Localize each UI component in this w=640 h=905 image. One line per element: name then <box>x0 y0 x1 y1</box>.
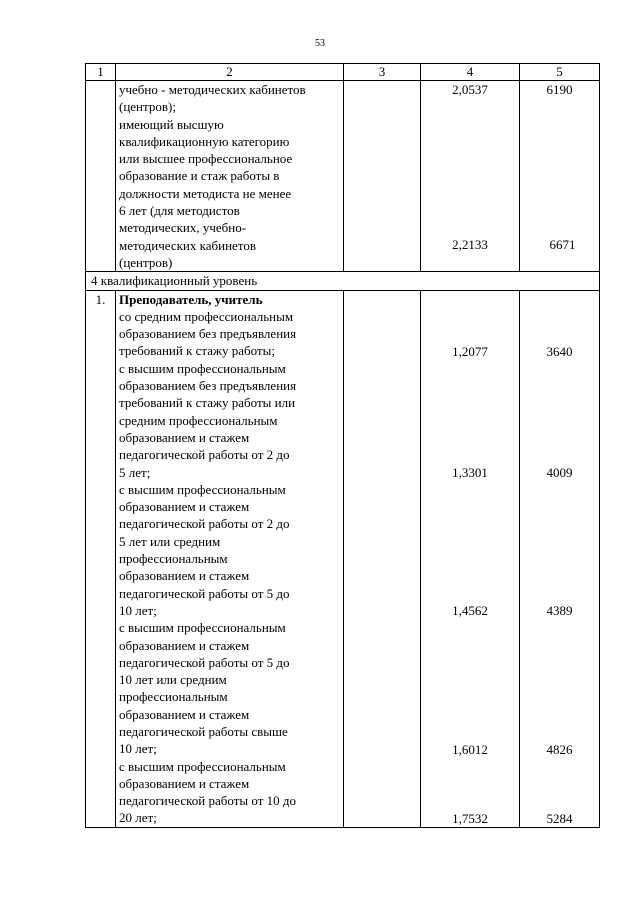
text-line: 6 лет (для методистов <box>119 203 240 219</box>
col-header-2: 2 <box>116 64 344 81</box>
cell-salaries <box>520 290 600 827</box>
text-line: требований к стажу работы; <box>119 343 275 359</box>
text-line: с высшим профессиональным <box>119 758 286 774</box>
cell-number: 1. <box>86 290 116 827</box>
text-line: образованием и стажем <box>119 706 250 722</box>
salary-value: 5284 <box>546 810 573 826</box>
text-line: образованием и стажем <box>119 429 250 445</box>
text-line: профессиональным <box>119 689 228 705</box>
text-line: имеющий высшую <box>119 116 224 132</box>
text-line: 10 лет; <box>119 741 157 757</box>
text-line: или высшее профессиональное <box>119 151 293 167</box>
salary-value: 4826 <box>546 741 573 757</box>
text-line: учебно - методических кабинетов <box>119 82 306 97</box>
col-header-1: 1 <box>86 64 116 81</box>
salary-value: 3640 <box>546 343 573 359</box>
salary-value: 4389 <box>546 602 573 618</box>
cell-coefficients <box>421 290 520 827</box>
text-line: со средним профессиональным <box>119 308 294 324</box>
text-line: образованием и стажем <box>119 568 250 584</box>
text-line: 5 лет; <box>119 464 151 480</box>
coefficient-value: 1,6012 <box>452 741 488 757</box>
cell-number <box>86 81 116 272</box>
col-header-5: 5 <box>520 64 600 81</box>
cell-empty <box>344 81 421 272</box>
coefficient-value: 1,2077 <box>452 343 488 359</box>
salary-value: 4009 <box>546 464 573 480</box>
text-line: педагогической работы свыше <box>119 723 288 739</box>
text-line: с высшим профессиональным <box>119 620 286 636</box>
cell-description <box>116 81 344 272</box>
text-line: должности методиста не менее <box>119 185 292 201</box>
text-line: 10 лет; <box>119 602 157 618</box>
text-line: образованием и стажем <box>119 637 250 653</box>
text-line: 20 лет; <box>119 810 157 826</box>
position-title: Преподаватель, учитель <box>119 291 263 307</box>
text-line: образование и стаж работы в <box>119 168 280 184</box>
col-header-3: 3 <box>344 64 421 81</box>
salary-table <box>85 63 600 828</box>
cell-coefficients <box>421 81 520 272</box>
cell-empty <box>344 290 421 827</box>
text-line: образованием и стажем <box>119 775 250 791</box>
text-line: образованием и стажем <box>119 499 250 515</box>
text-line: педагогической работы от 5 до <box>119 654 290 670</box>
text-line: с высшим профессиональным <box>119 360 286 376</box>
cell-salaries <box>520 81 600 272</box>
text-line: педагогической работы от 2 до <box>119 447 290 463</box>
text-line: педагогической работы от 10 до <box>119 793 297 809</box>
salary-value: 6190 <box>546 82 573 97</box>
text-line: 10 лет или средним <box>119 672 227 688</box>
text-line: образованием без предъявления <box>119 326 297 342</box>
coefficient-value: 1,7532 <box>452 810 488 826</box>
text-line: требований к стажу работы или <box>119 395 296 411</box>
coefficient-value: 2,0537 <box>452 82 488 97</box>
text-line: (центров); <box>119 99 176 115</box>
section-title: 4 квалификационный уровень <box>86 272 600 290</box>
text-line: квалификационную категорию <box>119 133 290 149</box>
page-number: 53 <box>315 38 325 49</box>
header-row <box>86 64 600 81</box>
text-line: педагогической работы от 2 до <box>119 516 290 532</box>
text-line: 5 лет или средним <box>119 533 221 549</box>
text-line: методических, учебно- <box>119 220 247 236</box>
text-line: методических кабинетов <box>119 237 256 253</box>
coefficient-value: 2,2133 <box>452 237 488 252</box>
table-row-methodist <box>86 81 600 272</box>
text-line: профессиональным <box>119 551 228 567</box>
salary-value: 6671 <box>549 237 576 252</box>
text-line: средним профессиональным <box>119 412 278 428</box>
table-row-teacher <box>86 290 600 827</box>
text-line: с высшим профессиональным <box>119 481 286 497</box>
col-header-4: 4 <box>421 64 520 81</box>
coefficient-value: 1,3301 <box>452 464 488 480</box>
cell-description <box>116 290 344 827</box>
text-line: педагогической работы от 5 до <box>119 585 290 601</box>
text-line: образованием без предъявления <box>119 378 297 394</box>
coefficient-value: 1,4562 <box>452 602 488 618</box>
text-line: (центров) <box>119 254 173 270</box>
section-row <box>86 272 600 290</box>
